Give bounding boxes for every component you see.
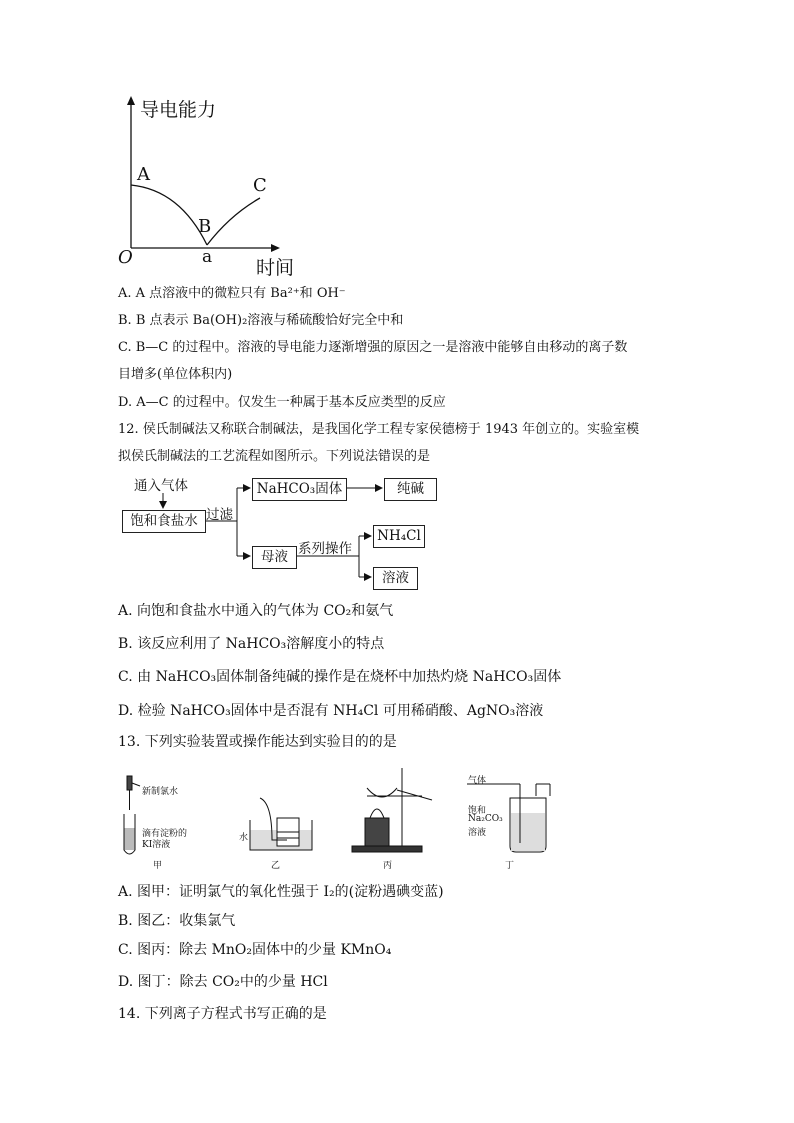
flow-nh4cl-box: NH₄Cl <box>373 525 425 548</box>
q12-stem-line2: 拟侯氏制碱法的工艺流程如图所示。下列说法错误的是 <box>118 449 431 464</box>
q12-option-b: B. 该反应利用了 NaHCO₃溶解度小的特点 <box>118 636 385 652</box>
y-axis-arrow <box>127 96 135 105</box>
flow-nahco3-box: NaHCO₃固体 <box>252 478 347 501</box>
flow-soda-box: 纯碱 <box>384 478 437 501</box>
q13-option-b: B. 图乙：收集氯气 <box>118 913 236 929</box>
q11-option-a: A. A 点溶液中的微粒只有 Ba²⁺和 OH⁻ <box>118 286 346 301</box>
flow-brine-box: 饱和食盐水 <box>122 510 206 533</box>
q13-option-d: D. 图丁：除去 CO₂中的少量 HCl <box>118 974 328 990</box>
q14-stem: 14. 下列离子方程式书写正确的是 <box>118 1006 327 1022</box>
jia-solution-label-2: KI溶液 <box>142 840 171 850</box>
jia-caption: 甲 <box>153 861 163 871</box>
q12-option-a: A. 向饱和食盐水中通入的气体为 CO₂和氨气 <box>118 603 394 619</box>
tick-a-label: a <box>202 247 213 267</box>
q13-stem: 13. 下列实验装置或操作能达到实验目的的是 <box>118 734 397 750</box>
figure-yi <box>250 798 312 850</box>
yi-caption: 乙 <box>271 861 281 871</box>
ding-gas-label: 气体 <box>468 776 487 786</box>
x-axis-label: 时间 <box>256 257 295 279</box>
point-a-label: A <box>137 164 150 185</box>
q12-flowchart <box>110 470 450 595</box>
figure-bing <box>352 768 432 852</box>
flow-filter-label: 过滤 <box>206 507 233 523</box>
curve-b-c <box>207 198 260 245</box>
q12-stem-line1: 12. 侯氏制碱法又称联合制碱法，是我国化学工程专家侯德榜于 1943 年创立的。实验室模 <box>118 422 640 437</box>
jia-solution-label-1: 滴有淀粉的 <box>142 829 188 839</box>
curve-a-b <box>131 185 207 245</box>
figure-jia <box>124 776 140 854</box>
flow-mother-box: 母液 <box>252 546 297 569</box>
yi-water-label: 水 <box>239 833 249 843</box>
ding-caption: 丁 <box>505 861 515 871</box>
q13-option-a: A. 图甲：证明氯气的氧化性强于 I₂的(淀粉遇碘变蓝) <box>118 884 444 900</box>
flow-series-label: 系列操作 <box>298 541 352 557</box>
x-axis-arrow <box>271 244 280 252</box>
q11-option-d: D. A—C 的过程中。仅发生一种属于基本反应类型的反应 <box>118 395 446 410</box>
point-c-label: C <box>253 175 267 196</box>
ding-saturated-2: Na₂CO₃ <box>468 814 503 824</box>
q12-option-d: D. 检验 NaHCO₃固体中是否混有 NH₄Cl 可用稀硝酸、AgNO₃溶液 <box>118 703 544 719</box>
y-axis-label: 导电能力 <box>140 99 217 121</box>
q13-figures <box>112 758 552 873</box>
q11-option-c-line2: 目增多(单位体积内) <box>118 367 233 382</box>
q12-option-c: C. 由 NaHCO₃固体制备纯碱的操作是在烧杯中加热灼烧 NaHCO₃固体 <box>118 669 562 685</box>
flow-solution-box: 溶液 <box>373 567 418 590</box>
q11-option-b: B. B 点表示 Ba(OH)₂溶液与稀硫酸恰好完全中和 <box>118 313 404 328</box>
origin-label: O <box>118 247 133 268</box>
ding-saturated-3: 溶液 <box>468 828 487 838</box>
jia-reagent-label: 新制氯水 <box>142 787 179 797</box>
q13-option-c: C. 图丙：除去 MnO₂固体中的少量 KMnO₄ <box>118 942 392 958</box>
point-b-label: B <box>198 216 212 237</box>
conductivity-graph <box>110 90 310 280</box>
q11-option-c-line1: C. B—C 的过程中。溶液的导电能力逐渐增强的原因之一是溶液中能够自由移动的离子数 <box>118 340 628 355</box>
bing-caption: 丙 <box>383 861 393 871</box>
flow-input-gas: 通入气体 <box>134 478 188 494</box>
ding-saturated-1: 饱和 <box>468 806 487 816</box>
